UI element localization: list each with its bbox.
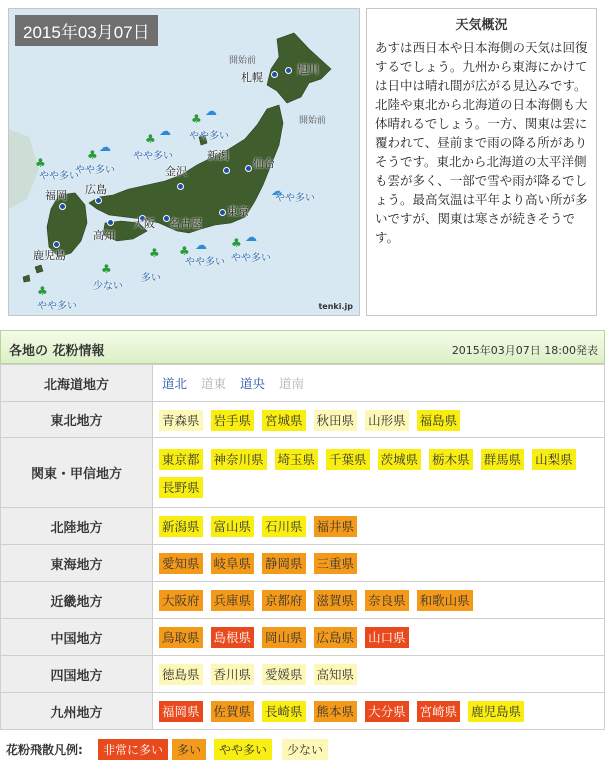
prefecture-link[interactable]: 宮城県: [262, 410, 306, 431]
map-credit: tenki.jp: [318, 302, 353, 311]
prefecture-link[interactable]: 神奈川県: [211, 449, 267, 470]
region-prefectures: [153, 582, 605, 619]
prefecture-link: 道南: [279, 376, 305, 391]
prefecture-link[interactable]: 長野県: [159, 477, 203, 498]
prefecture-link[interactable]: 千葉県: [326, 449, 370, 470]
pollen-label-3: やや多い: [75, 165, 115, 176]
pollen-region-row: [1, 365, 605, 402]
prefecture-link[interactable]: 熊本県: [314, 701, 358, 722]
city-pin-hiroshima: [95, 197, 102, 204]
region-name: 北陸地方: [1, 508, 153, 545]
legend-low: 少ない: [282, 739, 328, 760]
city-pin-asahikawa: [285, 67, 292, 74]
prefecture-link[interactable]: 愛媛県: [262, 664, 306, 685]
prefecture-link[interactable]: 道央: [240, 376, 266, 391]
city-pin-niigata: [223, 167, 230, 174]
legend-moderate: やや多い: [214, 739, 272, 760]
pollen-label-4: やや多い: [39, 171, 79, 182]
pollen-cloud-icon: ☁: [195, 238, 207, 252]
region-name: 東海地方: [1, 545, 153, 582]
weather-top-section: [0, 0, 605, 322]
pollen-tree-icon: ♣: [179, 244, 190, 258]
city-label-sapporo[interactable]: 札幌: [241, 71, 263, 84]
region-name: 中国地方: [1, 619, 153, 656]
pollen-cloud-icon: ☁: [205, 104, 217, 118]
pollen-label-6: やや多い: [185, 257, 225, 268]
region-name: 北海道地方: [1, 365, 153, 402]
city-label-sendai[interactable]: 仙台: [253, 157, 275, 170]
region-name: 四国地方: [1, 656, 153, 693]
legend-high: 多い: [172, 739, 206, 760]
region-name: 近畿地方: [1, 582, 153, 619]
prefecture-link[interactable]: 石川県: [262, 516, 306, 537]
pollen-tree-icon: ♣: [191, 112, 202, 126]
prefecture-link[interactable]: 岡山県: [262, 627, 306, 648]
pollen-title: 各地の 花粉情報: [9, 344, 105, 359]
city-pin-kochi: [107, 219, 114, 226]
pollen-region-row: [1, 508, 605, 545]
prefecture-link[interactable]: 栃木県: [429, 449, 473, 470]
prefecture-link: 道東: [201, 376, 227, 391]
region-prefectures: [153, 619, 605, 656]
overview-body: あすは西日本や日本海側の天気は回復するでしょう。九州から東海にかけては日中は晴れ間が広がる見込みです。北陸や東北から北海道の日本海側も大体晴れるでしょう。一方、関東は雲に覆われて、昼前まで雨の降る所がありそうです。東北から北海道の太平洋側も雲が多く、一部で雪や雨が降るでしょう。最高気温は平年より高い所が多いですが、関東は寒さが続きそうです。: [375, 40, 588, 245]
region-prefectures: [153, 545, 605, 582]
pollen-cloud-icon: ☁: [271, 184, 283, 198]
prefecture-link[interactable]: 島根県: [211, 627, 255, 648]
prefecture-link[interactable]: 静岡県: [262, 553, 306, 574]
prefecture-link[interactable]: 埼玉県: [275, 449, 319, 470]
prefecture-link[interactable]: 岐阜県: [211, 553, 255, 574]
pollen-region-row: [1, 545, 605, 582]
prefecture-link[interactable]: 山梨県: [532, 449, 576, 470]
region-name: 関東・甲信地方: [1, 438, 153, 508]
pollen-label-10: 少ない: [93, 281, 123, 292]
prefecture-link[interactable]: 富山県: [211, 516, 255, 537]
pollen-label-1: やや多い: [189, 131, 229, 142]
region-prefectures: [153, 438, 605, 508]
weather-overview-panel: [366, 8, 597, 316]
region-prefectures: [153, 656, 605, 693]
prefecture-link[interactable]: 和歌山県: [417, 590, 473, 611]
region-name: 東北地方: [1, 402, 153, 438]
map-date-badge: 2015年03月07日: [15, 15, 158, 46]
prefecture-link[interactable]: 群馬県: [481, 449, 525, 470]
pollen-tree-icon: ♣: [149, 246, 160, 260]
prefecture-link[interactable]: 広島県: [314, 627, 358, 648]
prefecture-link[interactable]: 宮崎県: [417, 701, 461, 722]
city-label-tokyo[interactable]: 東京: [227, 205, 249, 218]
region-prefectures: [153, 508, 605, 545]
prefecture-link[interactable]: 大阪府: [159, 590, 203, 611]
city-label-kochi[interactable]: 高知: [93, 229, 115, 242]
prefecture-link[interactable]: 兵庫県: [211, 590, 255, 611]
region-prefectures: [153, 402, 605, 438]
hokkaido-west-note: 開始前: [229, 56, 257, 66]
pollen-label-2: やや多い: [133, 151, 173, 162]
prefecture-link[interactable]: 滋賀県: [314, 590, 358, 611]
region-prefectures: [153, 693, 605, 730]
city-label-niigata[interactable]: 新潟: [207, 149, 229, 162]
prefecture-link[interactable]: 茨城県: [378, 449, 422, 470]
pollen-tree-icon: ♣: [231, 236, 242, 250]
city-pin-tokyo: [219, 209, 226, 216]
legend-very-high: 非常に多い: [98, 739, 168, 760]
pollen-region-row: [1, 656, 605, 693]
city-label-kagoshima[interactable]: 鹿児島: [33, 249, 66, 262]
pollen-region-row: [1, 693, 605, 730]
pollen-table: [0, 364, 605, 730]
prefecture-link[interactable]: 秋田県: [314, 410, 358, 431]
region-prefectures: [153, 365, 605, 402]
prefecture-link[interactable]: 山形県: [365, 410, 409, 431]
pollen-tree-icon: ♣: [101, 262, 112, 276]
pollen-region-row: [1, 619, 605, 656]
pollen-label-7: やや多い: [231, 253, 271, 264]
city-label-hiroshima[interactable]: 広島: [85, 183, 107, 196]
pollen-info-section: [0, 330, 605, 730]
pollen-label-5: やや多い: [275, 193, 315, 204]
pollen-region-row: [1, 438, 605, 508]
pollen-label-8: やや多い: [37, 301, 77, 312]
pollen-header: [0, 330, 605, 364]
pollen-tree-icon: ♣: [37, 284, 48, 298]
prefecture-link[interactable]: 青森県: [159, 410, 203, 431]
city-pin-sendai: [245, 165, 252, 172]
city-label-asahikawa[interactable]: 旭川: [297, 63, 319, 76]
city-pin-sapporo: [271, 71, 278, 78]
prefecture-link[interactable]: 福岡県: [159, 701, 203, 722]
region-name: 九州地方: [1, 693, 153, 730]
pollen-tree-icon: ♣: [87, 148, 98, 162]
legend-title: 花粉飛散凡例:: [6, 743, 83, 757]
pollen-region-row: [1, 402, 605, 438]
prefecture-link[interactable]: 新潟県: [159, 516, 203, 537]
pollen-cloud-icon: ☁: [245, 230, 257, 244]
prefecture-link[interactable]: 徳島県: [159, 664, 203, 685]
prefecture-link[interactable]: 香川県: [211, 664, 255, 685]
prefecture-link[interactable]: 鹿児島県: [468, 701, 524, 722]
pollen-label-9: 多い: [141, 273, 161, 284]
prefecture-link[interactable]: 愛知県: [159, 553, 203, 574]
city-label-kanazawa[interactable]: 金沢: [165, 165, 187, 178]
pollen-issued-time: 2015年03月07日 18:00発表: [451, 344, 598, 357]
prefecture-link[interactable]: 高知県: [314, 664, 358, 685]
prefecture-link[interactable]: 道北: [162, 376, 188, 391]
prefecture-link[interactable]: 京都府: [262, 590, 306, 611]
city-label-nagoya[interactable]: 名古屋: [169, 217, 202, 230]
prefecture-link[interactable]: 大分県: [365, 701, 409, 722]
overview-title: 天気概況: [455, 18, 508, 33]
pollen-tree-icon: ♣: [145, 132, 156, 146]
prefecture-link[interactable]: 山口県: [365, 627, 409, 648]
city-pin-fukuoka: [59, 203, 66, 210]
pollen-tree-icon: ♣: [35, 156, 46, 170]
pollen-legend: [0, 737, 605, 759]
prefecture-link[interactable]: 福井県: [314, 516, 358, 537]
prefecture-link[interactable]: 福島県: [417, 410, 461, 431]
pollen-cloud-icon: ☁: [159, 124, 171, 138]
prefecture-link[interactable]: 奈良県: [365, 590, 409, 611]
hokkaido-east-note: 開始前: [299, 116, 327, 126]
prefecture-link[interactable]: 佐賀県: [211, 701, 255, 722]
prefecture-link[interactable]: 長崎県: [262, 701, 306, 722]
prefecture-link[interactable]: 岩手県: [211, 410, 255, 431]
city-label-osaka[interactable]: 大阪: [133, 217, 155, 230]
prefecture-link[interactable]: 東京都: [159, 449, 203, 470]
pollen-cloud-icon: ☁: [99, 140, 111, 154]
prefecture-link[interactable]: 鳥取県: [159, 627, 203, 648]
city-pin-kanazawa: [177, 183, 184, 190]
city-label-fukuoka[interactable]: 福岡: [45, 189, 67, 202]
weather-map[interactable]: [8, 8, 360, 316]
prefecture-link[interactable]: 三重県: [314, 553, 358, 574]
pollen-region-row: [1, 582, 605, 619]
